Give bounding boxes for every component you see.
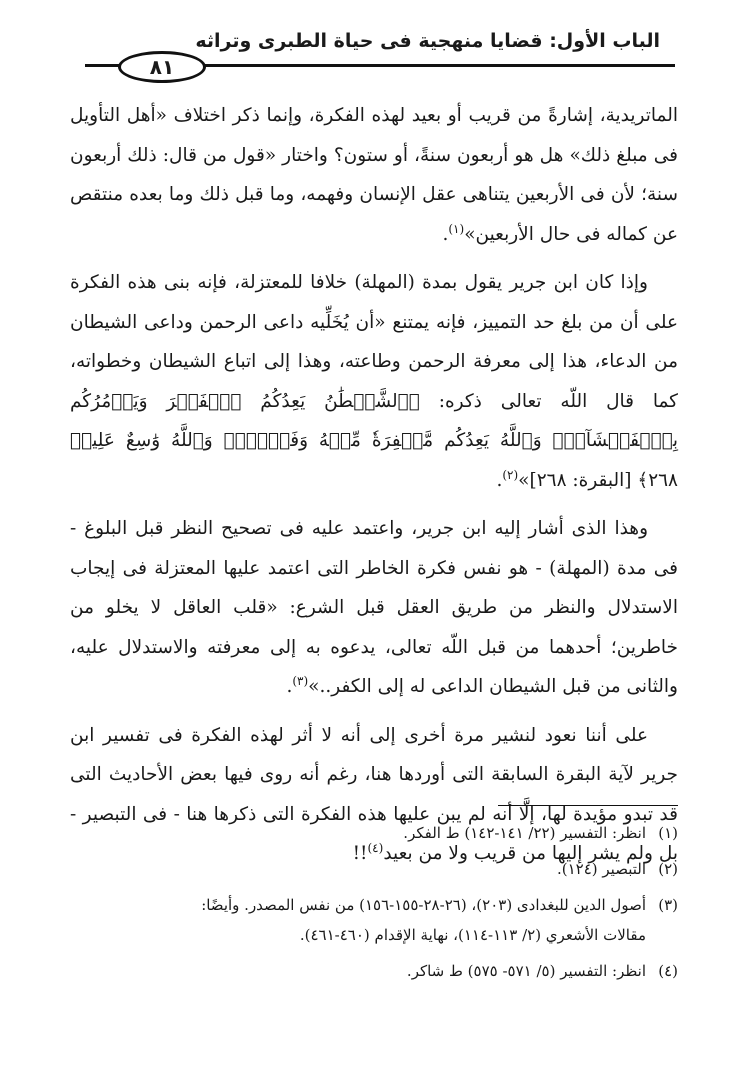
footnote-ref-3: (٣): [292, 673, 309, 688]
footnote-text: التبصير (١٢٤).: [556, 860, 646, 878]
footnote-text-continued: مقالات الأشعري (٢/ ١١٣-١١٤)، نهاية الإقدام (٤٦٠-٤٦١).: [299, 926, 646, 944]
footnote-1: [70, 818, 678, 848]
paragraph-2: وإذا كان ابن جرير يقول بمدة (المهلة) خلافا للمعتزلة، فإنه بنى هذه الفكرة على أن من بلغ حد التمييز، فإنه يمتنع «أن يُخَلِّيه داعى الرحمن وداعى الشيطان من الدعاء، هذا إلى معرفة الرحمن وطاعته، وهذا إلى اتباع الشيطان وخطواته، كما قال اللّه تعالى ذكره: ﴿ٱلشَّيۡطَٰنُ يَعِدُكُمُ ٱلۡفَقۡرَ وَيَأۡمُرُكُم بِٱلۡفَحۡشَآءِۖ وَٱللَّهُ يَعِدُكُم مَّغۡفِرَةٗ مِّنۡهُ وَفَضۡلٗاۗ وَٱللَّهُ وَٰسِعٌ عَلِيمٞ ٢٦٨﴾ [البقرة: ٢٦٨]»$^{(٢)}$.: [70, 272, 678, 491]
paragraph-3: وهذا الذى أشار إليه ابن جرير، واعتمد عليه فى تصحيح النظر قبل البلوغ - فى مدة (المهلة) - هو نفس فكرة الخاطر التى اعتمد عليها المعتزلة فى إيجاب الاستدلال والنظر من طريق العقل قبل الشرع: «قلب العاقل لا يخلو من خاطرين؛ أحدهما من قبل اللّه تعالى، يدعوه به إلى معرفته والاستدلال عليه، والثانى من قبل الشيطان الداعى له إلى الكفر..»$^{(٣)}$.: [70, 518, 678, 697]
footnotes: [70, 818, 678, 992]
footnote-ref-4: (٤): [367, 840, 384, 855]
footnote-number: (٤): [658, 962, 678, 980]
footnote-4: [70, 956, 678, 986]
footnote-separator: [498, 805, 678, 806]
footnote-3: [70, 890, 678, 950]
footnote-text: انظر: التفسير (٢٢/ ١٤١-١٤٢) ط الفكر.: [403, 824, 646, 842]
footnote-number: (١): [658, 824, 678, 842]
paragraph-1: الماتريدية، إشارةً من قريب أو بعيد لهذه الفكرة، وإنما ذكر اختلاف «أهل التأويل فى مبلغ ذلك» هل هو أربعون سنةً، أو ستون؟ واختار «قول من قال: ذلك أربعون سنة؛ لأن فى الأربعين يتناهى عقل الإنسان وفهمه، وما قبل ذلك وما بعده منتقص عن كماله فى حال الأربعين»$^{(١)}$.: [70, 105, 678, 245]
footnote-number: (٢): [658, 860, 678, 878]
page-number: ٨١: [149, 55, 175, 79]
footnote-ref-1: (١): [448, 221, 465, 236]
main-text: [70, 96, 678, 883]
footnote-2: [70, 854, 678, 884]
footnote-text: أصول الدين للبغدادى (٢٠٣)، (٢٦-٢٨-١٥٥-١٥٦) من نفس المصدر. وأيضًا:: [201, 896, 646, 914]
page-number-badge: [118, 51, 206, 83]
footnote-ref-2: (٢): [502, 467, 519, 482]
footnote-text: انظر: التفسير (٥/ ٥٧١- ٥٧٥) ط شاكر.: [406, 962, 646, 980]
running-header-title: الباب الأول: قضايا منهجية فى حياة الطبرى وتراثه: [195, 30, 660, 52]
footnote-number: (٣): [658, 896, 678, 914]
paragraph-4: على أننا نعود لنشير مرة أخرى إلى أنه لا أثر لهذه الفكرة فى تفسير ابن جرير لآية البقرة السابقة التى أوردها هنا، رغم أنه روى فيها بعض الأحاديث التى قد تبدو مؤيدة لها، إلَّا أنه لم يبن عليها هذه الفكرة التى ذكرها هنا - فى التبصير - بل ولم يشر إليها من قريب ولا من بعيد$^{(٤)}$!!: [70, 724, 678, 864]
